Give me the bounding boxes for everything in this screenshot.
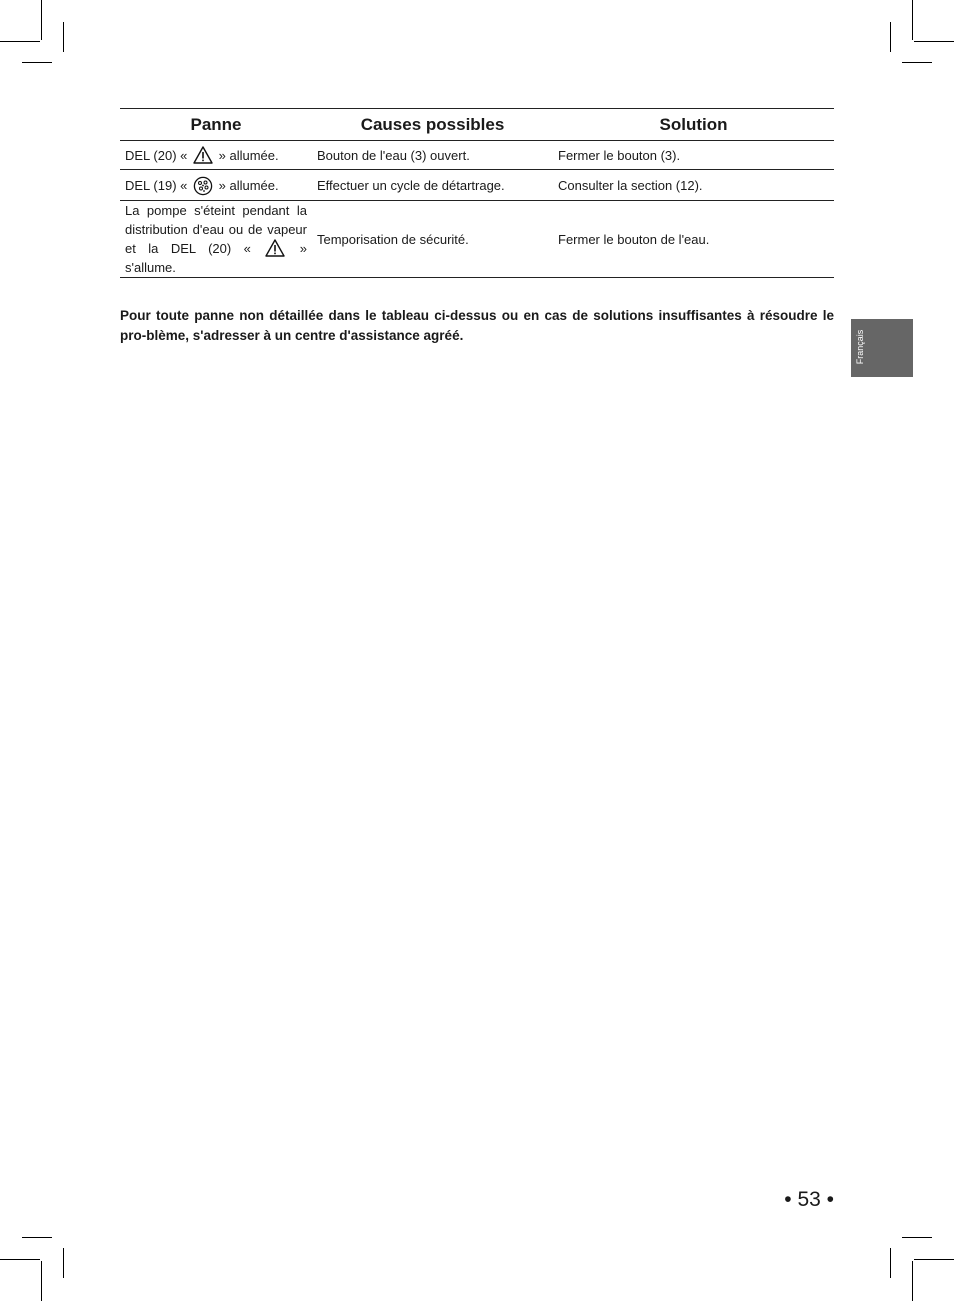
crop-mark (890, 1248, 891, 1278)
panne-text: » allumée. (218, 177, 279, 193)
table-row (120, 141, 834, 170)
panne-cell (120, 170, 312, 201)
table-header-row (120, 109, 834, 141)
solution-cell: Fermer le bouton de l'eau. (553, 201, 834, 278)
crop-mark (63, 1248, 64, 1278)
panne-text: » s'allume. (125, 241, 307, 275)
crop-mark (0, 1259, 40, 1260)
panne-text: DEL (19) « (125, 177, 188, 193)
cause-cell: Effectuer un cycle de détartrage. (312, 170, 553, 201)
cause-cell: Bouton de l'eau (3) ouvert. (312, 141, 553, 170)
language-tab-label: Français (855, 329, 865, 365)
table-row (120, 170, 834, 201)
table-row (120, 201, 834, 278)
crop-mark (914, 41, 954, 42)
crop-mark (22, 1237, 52, 1238)
panne-cell (120, 201, 312, 278)
descaling-icon (193, 176, 213, 194)
crop-mark (22, 62, 52, 63)
assistance-note: Pour toute panne non détaillée dans le tableau ci-dessus ou en cas de solutions insuffisantes à résoudre le pro-blème, s'adresser à un centre d'assistance agréé. (120, 307, 834, 343)
crop-mark (41, 0, 42, 40)
panne-cell (120, 141, 312, 170)
panne-text: DEL (20) « (125, 147, 188, 163)
header-solution: Solution (553, 109, 834, 141)
solution-cell: Fermer le bouton (3). (553, 141, 834, 170)
crop-mark (902, 1237, 932, 1238)
panne-text: La pompe s'éteint pendant la distribution d'eau ou de vapeur et la DEL (20) « (125, 203, 307, 256)
panne-text: » allumée. (218, 147, 279, 163)
header-panne: Panne (120, 109, 312, 141)
crop-mark (912, 0, 913, 40)
warning-triangle-icon (193, 146, 213, 164)
header-causes: Causes possibles (312, 109, 553, 141)
crop-mark (902, 62, 932, 63)
crop-mark (912, 1261, 913, 1301)
troubleshooting-table (120, 108, 834, 278)
crop-mark (41, 1261, 42, 1301)
cause-cell: Temporisation de sécurité. (312, 201, 553, 278)
crop-mark (890, 22, 891, 52)
crop-mark (0, 41, 40, 42)
crop-mark (914, 1259, 954, 1260)
warning-triangle-icon (265, 239, 285, 257)
crop-mark (63, 22, 64, 52)
page-number: • 53 • (784, 1188, 834, 1211)
solution-cell: Consulter la section (12). (553, 170, 834, 201)
